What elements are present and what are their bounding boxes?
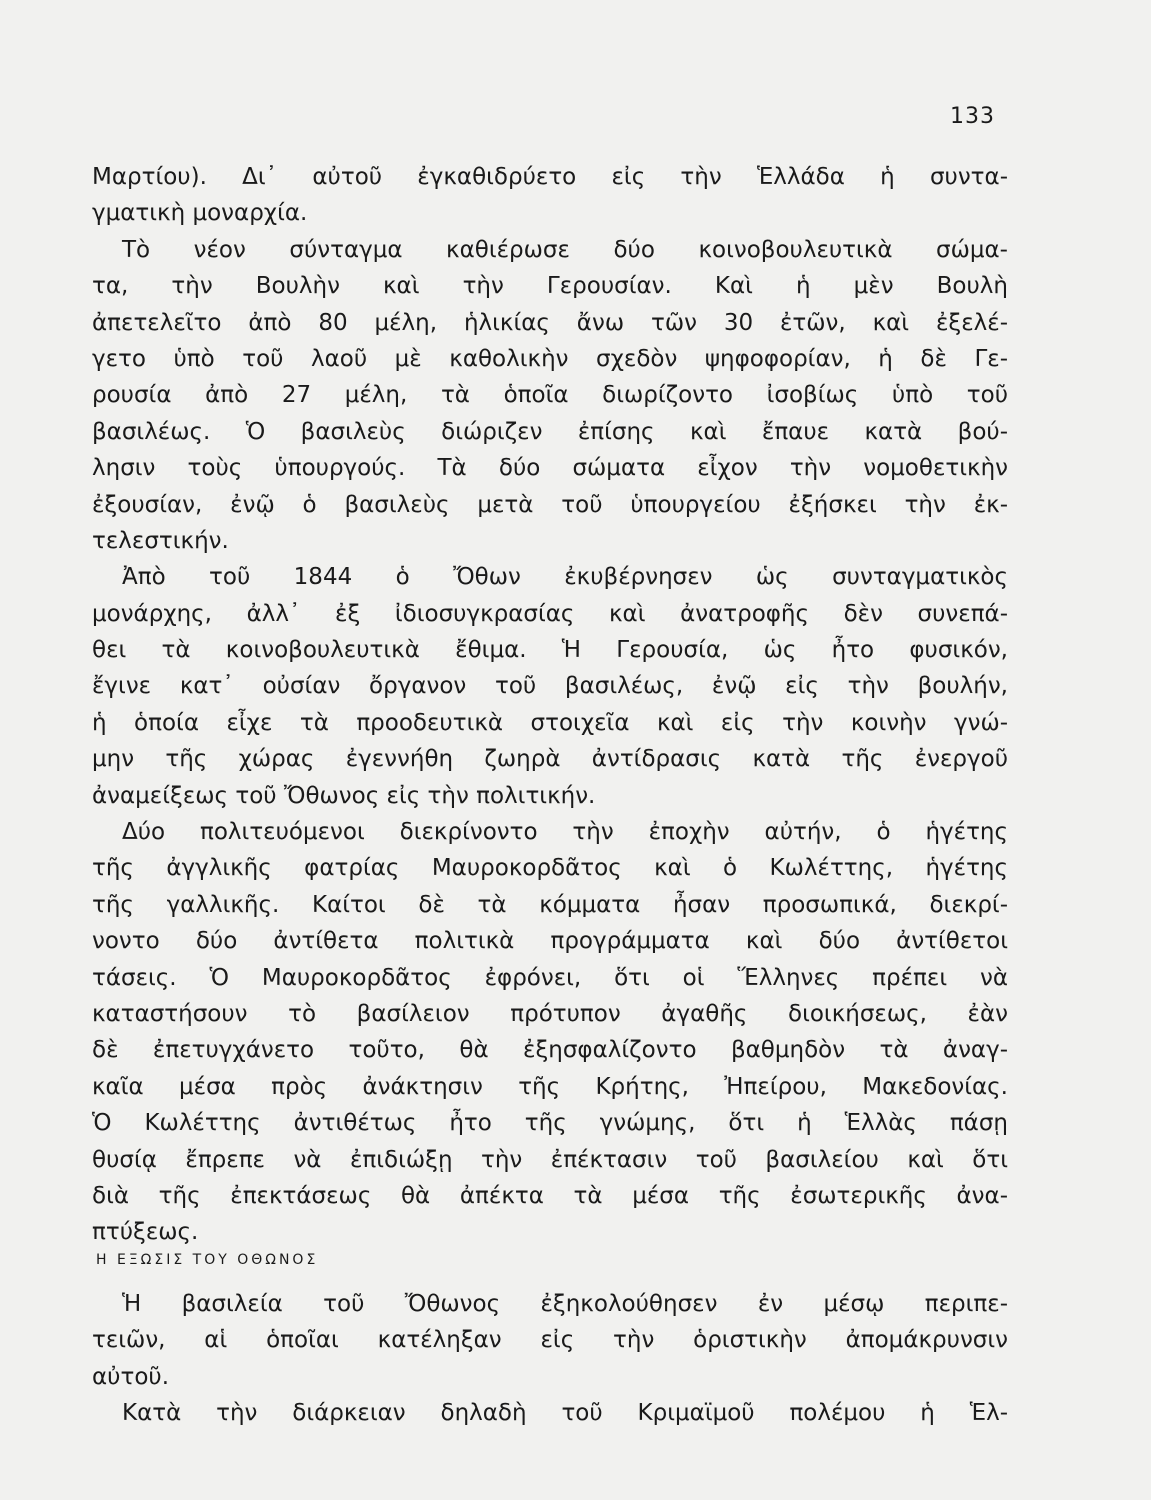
text-line: θυσίᾳ ἔπρεπε νὰ ἐπιδιώξῃ τὴν ἐπέκτασιν τοῦ βασιλείου καὶ ὅτι <box>92 1146 1008 1173</box>
text-line: γετο ὑπὸ τοῦ λαοῦ μὲ καθολικὴν σχεδὸν ψηφοφορίαν, ἡ δὲ Γε- <box>92 345 1008 372</box>
text-line: Τὸ νέον σύνταγμα καθιέρωσε δύο κοινοβουλευτικὰ σώμα- <box>122 236 1008 263</box>
text-line: θει τὰ κοινοβουλευτικὰ ἔθιμα. Ἡ Γερουσία, ὡς ἦτο φυσικόν, <box>92 637 1008 664</box>
text-line: Κατὰ τὴν διάρκειαν δηλαδὴ τοῦ Κριμαϊμοῦ πολέμου ἡ Ἑλ- <box>122 1400 1008 1427</box>
text-line: τάσεις. Ὁ Μαυροκορδᾶτος ἐφρόνει, ὅτι οἱ Ἕλληνες πρέπει νὰ <box>92 964 1008 991</box>
text-line: διὰ τῆς ἐπεκτάσεως θὰ ἀπέκτα τὰ μέσα τῆς ἐσωτερικῆς ἀνα- <box>92 1182 1008 1209</box>
text-line: ἀπετελεῖτο ἀπὸ 80 μέλη, ἡλικίας ἄνω τῶν 30 ἐτῶν, καὶ ἐξελέ- <box>92 309 1008 336</box>
text-line: ἔγινε κατ᾽ οὐσίαν ὄργανον τοῦ βασιλέως, ἐνῷ εἰς τὴν βουλήν, <box>92 673 1008 700</box>
text-line: Δύο πολιτευόμενοι διεκρίνοντο τὴν ἐποχὴν αὐτήν, ὁ ἡγέτης <box>122 819 1008 846</box>
text-line: Μαρτίου). Δι᾽ αὐτοῦ ἐγκαθιδρύετο εἰς τὴν Ἑλλάδα ἡ συντα- <box>92 164 1008 190</box>
body-text-section-2 <box>92 1286 1008 1432</box>
text-line: μην τῆς χώρας ἐγεννήθη ζωηρὰ ἀντίδρασις κατὰ τῆς ἐνεργοῦ <box>92 746 1008 773</box>
text-line: ἀναμείξεως τοῦ Ὄθωνος εἰς τὴν πολιτικήν. <box>92 782 596 809</box>
body-text-section-1 <box>92 159 1008 1251</box>
text-line: νοντο δύο ἀντίθετα πολιτικὰ προγράμματα καὶ δύο ἀντίθετοι <box>92 928 1008 955</box>
text-line: μονάρχης, ἀλλ᾽ ἐξ ἰδιοσυγκρασίας καὶ ἀνατροφῆς δὲν συνεπά- <box>92 600 1008 627</box>
text-line: Ὁ Κωλέττης ἀντιθέτως ἦτο τῆς γνώμης, ὅτι ἡ Ἑλλὰς πάσῃ <box>92 1110 1008 1137</box>
text-line: αὐτοῦ. <box>92 1363 170 1390</box>
text-line: τῆς ἀγγλικῆς φατρίας Μαυροκορδᾶτος καὶ ὁ Κωλέττης, ἡγέτης <box>92 855 1008 882</box>
text-line: καταστήσουν τὸ βασίλειον πρότυπον ἀγαθῆς διοικήσεως, ἐὰν <box>92 1000 1008 1027</box>
text-line: πτύξεως. <box>92 1219 199 1246</box>
section-heading: Η ΕΞΩΣΙΣ ΤΟΥ ΟΘΩΝΟΣ <box>96 1252 319 1268</box>
text-line: τελεστικήν. <box>92 527 229 554</box>
text-line: γματικὴ μοναρχία. <box>92 200 308 227</box>
text-line: τα, τὴν Βουλὴν καὶ τὴν Γερουσίαν. Καὶ ἡ μὲν Βουλὴ <box>92 273 1008 300</box>
text-line: βασιλέως. Ὁ βασιλεὺς διώριζεν ἐπίσης καὶ ἔπαυε κατὰ βού- <box>92 418 1008 445</box>
page-number: 133 <box>950 104 995 129</box>
text-line: δὲ ἐπετυγχάνετο τοῦτο, θὰ ἐξησφαλίζοντο βαθμηδὸν τὰ ἀναγ- <box>92 1037 1008 1064</box>
text-line: λησιν τοὺς ὑπουργούς. Τὰ δύο σώματα εἶχον τὴν νομοθετικὴν <box>92 455 1008 482</box>
text-line: Ἡ βασιλεία τοῦ Ὄθωνος ἐξηκολούθησεν ἐν μέσῳ περιπε- <box>122 1291 1008 1317</box>
text-line: ρουσία ἀπὸ 27 μέλη, τὰ ὁποῖα διωρίζοντο ἰσοβίως ὑπὸ τοῦ <box>92 382 1008 409</box>
text-line: Ἀπὸ τοῦ 1844 ὁ Ὄθων ἐκυβέρνησεν ὡς συνταγματικὸς <box>122 564 1008 591</box>
text-line: τῆς γαλλικῆς. Καίτοι δὲ τὰ κόμματα ἦσαν προσωπικά, διεκρί- <box>92 891 1008 918</box>
text-line: ἡ ὁποία εἶχε τὰ προοδευτικὰ στοιχεῖα καὶ εἰς τὴν κοινὴν γνώ- <box>92 709 1008 736</box>
text-line: ἐξουσίαν, ἐνῷ ὁ βασιλεὺς μετὰ τοῦ ὑπουργείου ἐξήσκει τὴν ἐκ- <box>92 491 1008 518</box>
text-line: τειῶν, αἱ ὁποῖαι κατέληξαν εἰς τὴν ὁριστικὴν ἀπομάκρυνσιν <box>92 1327 1008 1354</box>
text-line: καῖα μέσα πρὸς ἀνάκτησιν τῆς Κρήτης, Ἠπείρου, Μακεδονίας. <box>92 1073 1008 1100</box>
